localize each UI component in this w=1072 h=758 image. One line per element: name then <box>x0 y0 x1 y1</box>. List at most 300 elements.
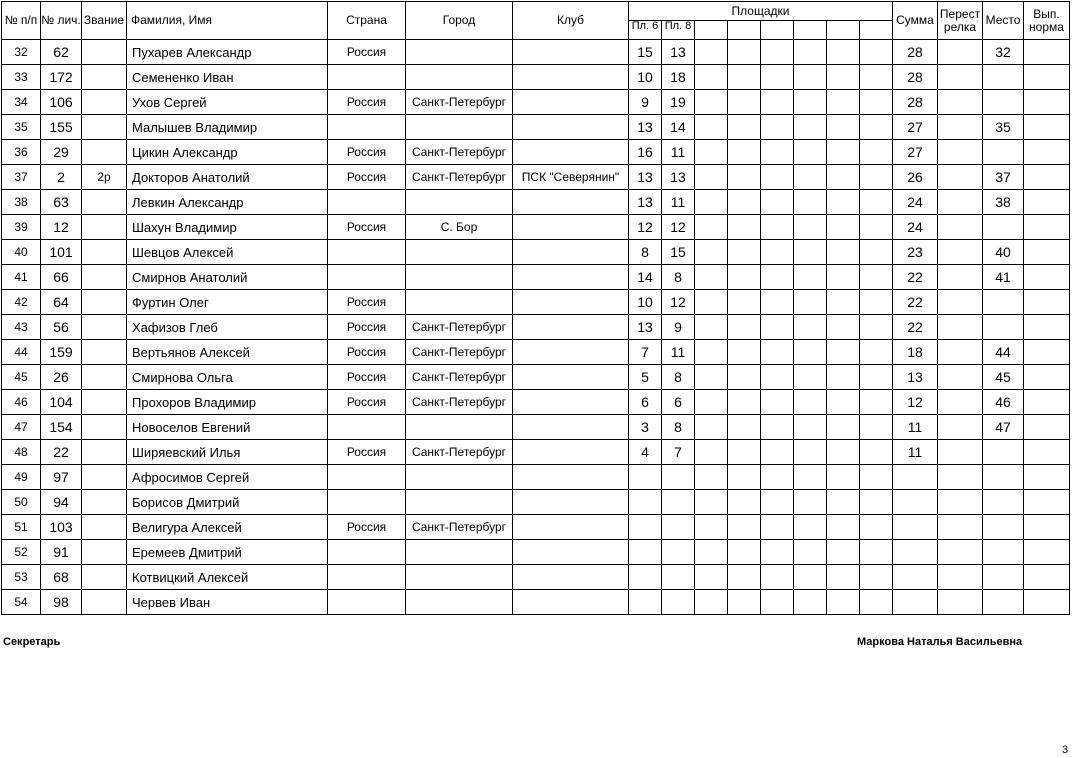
cell-area-6: 7 <box>629 340 662 365</box>
cell-area-empty <box>860 365 893 390</box>
cell-sum: 27 <box>893 115 938 140</box>
cell-area-6 <box>629 565 662 590</box>
cell-replay <box>938 365 983 390</box>
cell-replay <box>938 590 983 615</box>
cell-place <box>983 465 1024 490</box>
cell-club <box>513 540 629 565</box>
cell-area-8 <box>662 590 695 615</box>
cell-np: 52 <box>2 540 41 565</box>
table-row <box>2 540 1070 565</box>
cell-rank: 2р <box>82 165 127 190</box>
cell-country: Россия <box>328 165 406 190</box>
cell-place <box>983 65 1024 90</box>
results-body <box>2 40 1070 615</box>
cell-sum: 22 <box>893 315 938 340</box>
cell-city <box>406 65 513 90</box>
cell-area-empty <box>860 565 893 590</box>
cell-area-empty <box>728 440 761 465</box>
cell-area-6: 4 <box>629 440 662 465</box>
results-table <box>1 1 1070 615</box>
cell-area-8: 13 <box>662 165 695 190</box>
cell-club <box>513 40 629 65</box>
cell-replay <box>938 415 983 440</box>
cell-norm <box>1024 515 1070 540</box>
table-row <box>2 315 1070 340</box>
cell-area-empty <box>794 440 827 465</box>
cell-rank <box>82 365 127 390</box>
cell-area-empty <box>728 140 761 165</box>
cell-replay <box>938 565 983 590</box>
cell-replay <box>938 440 983 465</box>
cell-area-8: 11 <box>662 140 695 165</box>
cell-name: Ширяевский Илья <box>127 440 328 465</box>
cell-area-empty <box>860 340 893 365</box>
cell-area-empty <box>695 465 728 490</box>
cell-area-empty <box>728 265 761 290</box>
cell-area-empty <box>728 240 761 265</box>
cell-lic: 26 <box>41 365 82 390</box>
cell-club <box>513 490 629 515</box>
cell-replay <box>938 315 983 340</box>
cell-lic: 104 <box>41 390 82 415</box>
cell-area-empty <box>860 490 893 515</box>
cell-area-empty <box>728 540 761 565</box>
cell-area-empty <box>761 240 794 265</box>
cell-city <box>406 465 513 490</box>
cell-np: 46 <box>2 390 41 415</box>
cell-sum: 11 <box>893 415 938 440</box>
cell-area-6: 16 <box>629 140 662 165</box>
cell-name: Хафизов Глеб <box>127 315 328 340</box>
cell-country <box>328 240 406 265</box>
cell-area-6 <box>629 515 662 540</box>
cell-area-8: 8 <box>662 365 695 390</box>
cell-area-empty <box>860 140 893 165</box>
cell-club <box>513 115 629 140</box>
cell-lic: 106 <box>41 90 82 115</box>
cell-city <box>406 415 513 440</box>
cell-replay <box>938 340 983 365</box>
cell-area-empty <box>695 340 728 365</box>
cell-sum: 28 <box>893 40 938 65</box>
cell-area-6: 10 <box>629 65 662 90</box>
cell-area-empty <box>827 65 860 90</box>
cell-place: 35 <box>983 115 1024 140</box>
cell-area-6: 13 <box>629 165 662 190</box>
cell-rank <box>82 190 127 215</box>
cell-place <box>983 215 1024 240</box>
cell-norm <box>1024 540 1070 565</box>
cell-area-empty <box>728 115 761 140</box>
cell-replay <box>938 290 983 315</box>
cell-country: Россия <box>328 365 406 390</box>
cell-name: Червев Иван <box>127 590 328 615</box>
cell-area-empty <box>827 90 860 115</box>
cell-area-8 <box>662 540 695 565</box>
cell-name: Фуртин Олег <box>127 290 328 315</box>
cell-area-8 <box>662 565 695 590</box>
secretary-label: Секретарь <box>3 636 61 648</box>
cell-area-empty <box>860 390 893 415</box>
cell-area-6: 9 <box>629 90 662 115</box>
cell-np: 33 <box>2 65 41 90</box>
cell-name: Смирнов Анатолий <box>127 265 328 290</box>
cell-area-6 <box>629 540 662 565</box>
cell-rank <box>82 540 127 565</box>
cell-area-empty <box>860 165 893 190</box>
cell-club <box>513 515 629 540</box>
cell-club: ПСК "Северянин" <box>513 165 629 190</box>
cell-lic: 22 <box>41 440 82 465</box>
cell-area-empty <box>794 340 827 365</box>
cell-sum <box>893 490 938 515</box>
cell-place: 40 <box>983 240 1024 265</box>
cell-area-8: 12 <box>662 215 695 240</box>
table-row <box>2 365 1070 390</box>
cell-country <box>328 565 406 590</box>
cell-sum: 18 <box>893 340 938 365</box>
cell-area-6: 10 <box>629 290 662 315</box>
cell-sum <box>893 515 938 540</box>
cell-area-empty <box>794 40 827 65</box>
cell-country: Россия <box>328 290 406 315</box>
cell-area-8: 13 <box>662 40 695 65</box>
cell-area-empty <box>860 540 893 565</box>
cell-sum: 26 <box>893 165 938 190</box>
cell-area-8: 11 <box>662 340 695 365</box>
cell-area-8: 8 <box>662 415 695 440</box>
cell-area-empty <box>761 315 794 340</box>
cell-country <box>328 415 406 440</box>
cell-name: Шевцов Алексей <box>127 240 328 265</box>
cell-country <box>328 490 406 515</box>
cell-area-8: 9 <box>662 315 695 340</box>
cell-sum: 22 <box>893 290 938 315</box>
cell-club <box>513 390 629 415</box>
cell-sum <box>893 565 938 590</box>
cell-replay <box>938 115 983 140</box>
cell-area-empty <box>794 240 827 265</box>
cell-area-empty <box>761 540 794 565</box>
cell-np: 43 <box>2 315 41 340</box>
cell-area-8 <box>662 490 695 515</box>
cell-country <box>328 115 406 140</box>
cell-rank <box>82 390 127 415</box>
cell-club <box>513 290 629 315</box>
cell-area-empty <box>761 515 794 540</box>
cell-area-empty <box>827 265 860 290</box>
cell-area-empty <box>827 490 860 515</box>
cell-area-empty <box>860 40 893 65</box>
cell-replay <box>938 240 983 265</box>
cell-area-empty <box>794 90 827 115</box>
cell-area-empty <box>860 115 893 140</box>
cell-area-empty <box>695 365 728 390</box>
table-row <box>2 440 1070 465</box>
cell-lic: 64 <box>41 290 82 315</box>
cell-area-empty <box>761 365 794 390</box>
table-row <box>2 90 1070 115</box>
cell-country: Россия <box>328 390 406 415</box>
cell-area-8: 12 <box>662 290 695 315</box>
cell-np: 42 <box>2 290 41 315</box>
header-area-empty <box>728 21 761 40</box>
cell-sum: 22 <box>893 265 938 290</box>
cell-area-empty <box>794 590 827 615</box>
cell-norm <box>1024 215 1070 240</box>
cell-np: 54 <box>2 590 41 615</box>
table-row <box>2 165 1070 190</box>
cell-area-empty <box>728 465 761 490</box>
table-row <box>2 390 1070 415</box>
cell-place: 44 <box>983 340 1024 365</box>
cell-city <box>406 240 513 265</box>
cell-lic: 155 <box>41 115 82 140</box>
cell-club <box>513 415 629 440</box>
cell-rank <box>82 65 127 90</box>
table-row <box>2 490 1070 515</box>
cell-area-empty <box>794 540 827 565</box>
cell-np: 51 <box>2 515 41 540</box>
cell-country <box>328 190 406 215</box>
cell-place: 45 <box>983 365 1024 390</box>
cell-club <box>513 265 629 290</box>
cell-country: Россия <box>328 315 406 340</box>
cell-rank <box>82 490 127 515</box>
table-row <box>2 515 1070 540</box>
cell-area-empty <box>827 190 860 215</box>
cell-place <box>983 90 1024 115</box>
cell-area-empty <box>695 165 728 190</box>
cell-np: 36 <box>2 140 41 165</box>
cell-area-empty <box>761 590 794 615</box>
cell-area-empty <box>827 415 860 440</box>
table-row <box>2 240 1070 265</box>
cell-area-empty <box>794 115 827 140</box>
cell-lic: 62 <box>41 40 82 65</box>
cell-area-6: 8 <box>629 240 662 265</box>
cell-rank <box>82 90 127 115</box>
cell-rank <box>82 265 127 290</box>
cell-area-empty <box>860 515 893 540</box>
cell-city <box>406 565 513 590</box>
cell-np: 41 <box>2 265 41 290</box>
cell-area-8 <box>662 515 695 540</box>
cell-area-empty <box>860 415 893 440</box>
cell-place <box>983 315 1024 340</box>
cell-club <box>513 90 629 115</box>
cell-norm <box>1024 140 1070 165</box>
cell-np: 35 <box>2 115 41 140</box>
cell-replay <box>938 140 983 165</box>
cell-area-empty <box>794 165 827 190</box>
cell-city: Санкт-Петербург <box>406 315 513 340</box>
cell-place <box>983 565 1024 590</box>
cell-city: Санкт-Петербург <box>406 165 513 190</box>
cell-name: Афросимов Сергей <box>127 465 328 490</box>
cell-area-empty <box>728 190 761 215</box>
table-row <box>2 40 1070 65</box>
cell-area-6: 13 <box>629 315 662 340</box>
cell-lic: 103 <box>41 515 82 540</box>
cell-area-empty <box>827 315 860 340</box>
cell-lic: 12 <box>41 215 82 240</box>
cell-norm <box>1024 440 1070 465</box>
cell-area-empty <box>827 590 860 615</box>
cell-place: 37 <box>983 165 1024 190</box>
cell-area-empty <box>827 440 860 465</box>
cell-area-empty <box>728 65 761 90</box>
header-sum: Сумма <box>893 2 938 40</box>
cell-country: Россия <box>328 140 406 165</box>
cell-lic: 172 <box>41 65 82 90</box>
cell-lic: 101 <box>41 240 82 265</box>
cell-club <box>513 65 629 90</box>
cell-club <box>513 190 629 215</box>
cell-club <box>513 440 629 465</box>
cell-np: 49 <box>2 465 41 490</box>
cell-area-empty <box>728 340 761 365</box>
cell-area-empty <box>728 90 761 115</box>
table-row <box>2 590 1070 615</box>
cell-norm <box>1024 190 1070 215</box>
cell-area-empty <box>761 465 794 490</box>
header-area-6: Пл. 6 <box>629 21 662 40</box>
cell-country: Россия <box>328 215 406 240</box>
cell-rank <box>82 440 127 465</box>
header-replay: Перестрелка <box>938 2 983 40</box>
cell-rank <box>82 140 127 165</box>
cell-area-8: 19 <box>662 90 695 115</box>
cell-area-empty <box>728 415 761 440</box>
cell-area-empty <box>794 215 827 240</box>
header-rank: Звание <box>82 2 127 40</box>
cell-norm <box>1024 365 1070 390</box>
cell-lic: 159 <box>41 340 82 365</box>
cell-area-empty <box>827 365 860 390</box>
cell-area-empty <box>761 190 794 215</box>
cell-area-empty <box>695 590 728 615</box>
cell-area-empty <box>728 315 761 340</box>
cell-lic: 97 <box>41 465 82 490</box>
table-row <box>2 465 1070 490</box>
table-row <box>2 290 1070 315</box>
cell-area-empty <box>761 290 794 315</box>
cell-sum: 28 <box>893 90 938 115</box>
cell-replay <box>938 190 983 215</box>
cell-country: Россия <box>328 340 406 365</box>
cell-city: С. Бор <box>406 215 513 240</box>
cell-replay <box>938 65 983 90</box>
cell-norm <box>1024 40 1070 65</box>
cell-norm <box>1024 265 1070 290</box>
cell-area-empty <box>827 515 860 540</box>
cell-np: 34 <box>2 90 41 115</box>
table-row <box>2 265 1070 290</box>
cell-area-empty <box>827 340 860 365</box>
cell-area-empty <box>761 115 794 140</box>
cell-lic: 2 <box>41 165 82 190</box>
cell-np: 53 <box>2 565 41 590</box>
cell-area-empty <box>728 365 761 390</box>
cell-area-empty <box>728 515 761 540</box>
cell-place: 47 <box>983 415 1024 440</box>
cell-rank <box>82 315 127 340</box>
cell-sum: 13 <box>893 365 938 390</box>
cell-np: 40 <box>2 240 41 265</box>
cell-area-empty <box>695 40 728 65</box>
cell-area-6: 13 <box>629 115 662 140</box>
cell-sum <box>893 465 938 490</box>
cell-area-empty <box>761 440 794 465</box>
cell-norm <box>1024 65 1070 90</box>
cell-rank <box>82 340 127 365</box>
cell-area-empty <box>761 90 794 115</box>
cell-area-6 <box>629 590 662 615</box>
cell-rank <box>82 115 127 140</box>
cell-club <box>513 215 629 240</box>
cell-rank <box>82 40 127 65</box>
cell-rank <box>82 515 127 540</box>
table-row <box>2 215 1070 240</box>
cell-place <box>983 515 1024 540</box>
table-row <box>2 115 1070 140</box>
cell-area-6 <box>629 465 662 490</box>
cell-area-empty <box>695 565 728 590</box>
cell-lic: 91 <box>41 540 82 565</box>
cell-area-empty <box>794 515 827 540</box>
cell-area-empty <box>728 390 761 415</box>
header-area-8: Пл. 8 <box>662 21 695 40</box>
cell-city: Санкт-Петербург <box>406 365 513 390</box>
cell-sum: 24 <box>893 190 938 215</box>
cell-norm <box>1024 90 1070 115</box>
header-area-empty <box>695 21 728 40</box>
cell-rank <box>82 565 127 590</box>
cell-city <box>406 265 513 290</box>
cell-area-empty <box>761 140 794 165</box>
cell-rank <box>82 290 127 315</box>
cell-area-empty <box>728 165 761 190</box>
cell-city <box>406 115 513 140</box>
cell-area-empty <box>860 190 893 215</box>
cell-lic: 94 <box>41 490 82 515</box>
cell-area-empty <box>695 240 728 265</box>
cell-area-empty <box>695 390 728 415</box>
cell-area-empty <box>761 565 794 590</box>
cell-name: Прохоров Владимир <box>127 390 328 415</box>
cell-area-empty <box>860 290 893 315</box>
cell-area-8: 11 <box>662 190 695 215</box>
cell-name: Цикин Александр <box>127 140 328 165</box>
cell-area-8: 6 <box>662 390 695 415</box>
cell-np: 39 <box>2 215 41 240</box>
cell-area-8: 8 <box>662 265 695 290</box>
cell-area-6: 15 <box>629 40 662 65</box>
cell-sum: 28 <box>893 65 938 90</box>
cell-area-empty <box>728 215 761 240</box>
cell-club <box>513 465 629 490</box>
cell-lic: 29 <box>41 140 82 165</box>
cell-area-empty <box>695 440 728 465</box>
cell-np: 45 <box>2 365 41 390</box>
cell-area-empty <box>860 465 893 490</box>
cell-lic: 154 <box>41 415 82 440</box>
cell-area-6: 3 <box>629 415 662 440</box>
cell-name: Котвицкий Алексей <box>127 565 328 590</box>
cell-area-8: 14 <box>662 115 695 140</box>
cell-np: 44 <box>2 340 41 365</box>
